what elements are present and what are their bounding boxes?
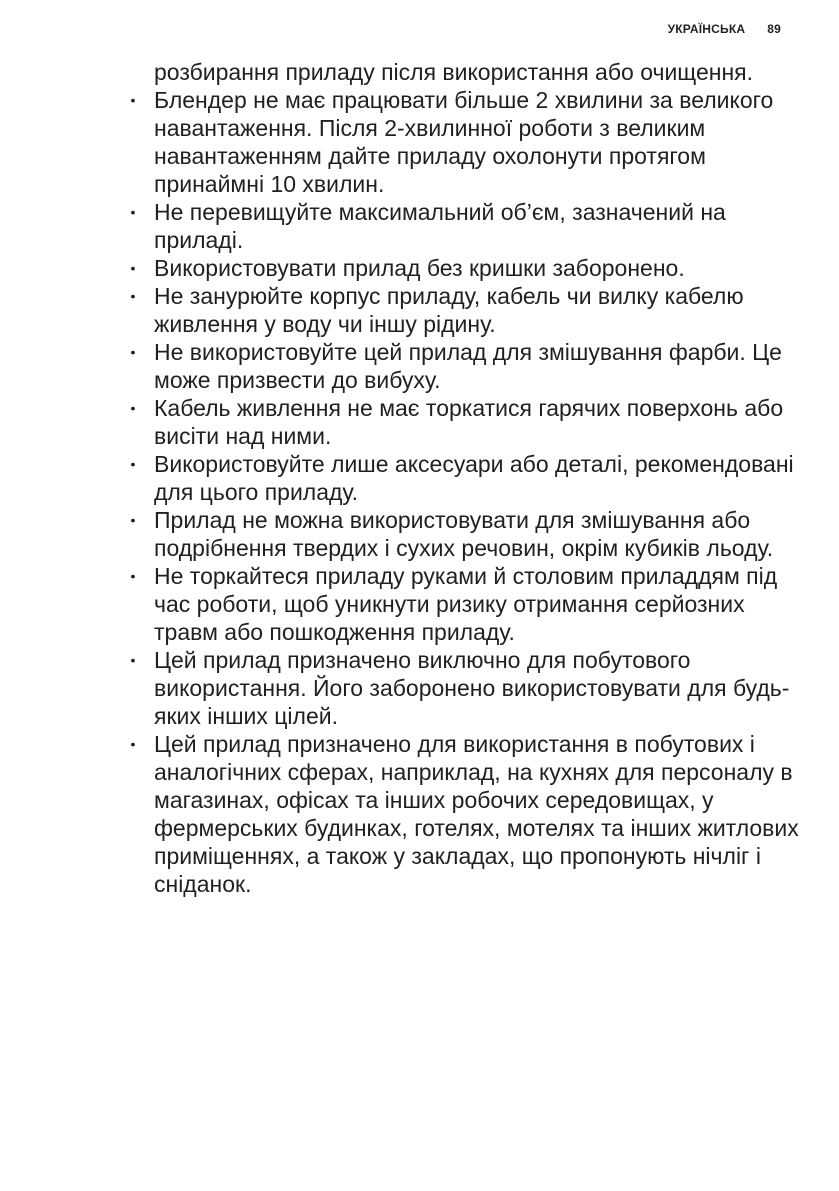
list-item [128,254,808,282]
safety-list [128,86,808,898]
list-item [128,562,808,646]
list-item-text: Кабель живлення не має торкатися гарячих поверхонь або висіти над ними. [154,395,784,449]
bullet-icon: • [130,400,136,416]
bullet-icon: • [130,288,136,304]
list-item-text: Цей прилад призначено для використання в побутових і аналогічних сферах, наприклад, на кухнях для персоналу в магазинах, офісах та інших робочих середовищах, у фермерських будинках, готелях, мотелях та інших житлових приміщеннях, а також у закладах, що пропонують нічліг і сніданок. [154,731,799,897]
bullet-icon: • [130,736,136,752]
list-item [128,338,808,394]
list-item [128,86,808,198]
list-item [128,450,808,506]
bullet-icon: • [130,512,136,528]
list-item-text: Не занурюйте корпус приладу, кабель чи вилку кабелю живлення у воду чи іншу рідину. [154,283,744,337]
bullet-icon: • [130,260,136,276]
list-item-text: Блендер не має працювати більше 2 хвилини за великого навантаження. Після 2-хвилинної роботи з великим навантаженням дайте приладу охолонути протягом принаймні 10 хвилин. [154,87,774,197]
list-item [128,394,808,450]
list-item [128,198,808,254]
list-item-text: Не торкайтеся приладу руками й столовим приладдям під час роботи, щоб уникнути ризику отримання серйозних травм або пошкодження приладу. [154,563,778,645]
list-item [128,730,808,898]
list-item-text: Не використовуйте цей прилад для змішування фарби. Це може призвести до вибуху. [154,339,782,393]
bullet-icon: • [130,568,136,584]
page-header [668,22,781,36]
list-item-text: Використовуйте лише аксесуари або деталі, рекомендовані для цього приладу. [154,451,794,505]
bullet-icon: • [130,92,136,108]
bullet-icon: • [130,456,136,472]
language-label: УКРАЇНСЬКА [667,22,746,36]
document-body [128,58,808,898]
list-item-text: Цей прилад призначено виключно для побутового використання. Його заборонено використовувати для будь-яких інших цілей. [154,647,790,729]
list-item [128,506,808,562]
page-number: 89 [767,22,781,36]
bullet-icon: • [130,344,136,360]
bullet-icon: • [130,652,136,668]
bullet-icon: • [130,204,136,220]
list-item-text: Прилад не можна використовувати для змішування або подрібнення твердих і сухих речовин, окрім кубиків льоду. [154,507,774,561]
continuation-paragraph: розбирання приладу після використання або очищення. [154,59,754,85]
list-item [128,282,808,338]
list-item-text: Не перевищуйте максимальний об’єм, зазначений на приладі. [154,199,726,253]
list-item-text: Використовувати прилад без кришки заборонено. [154,255,685,281]
list-item [128,646,808,730]
